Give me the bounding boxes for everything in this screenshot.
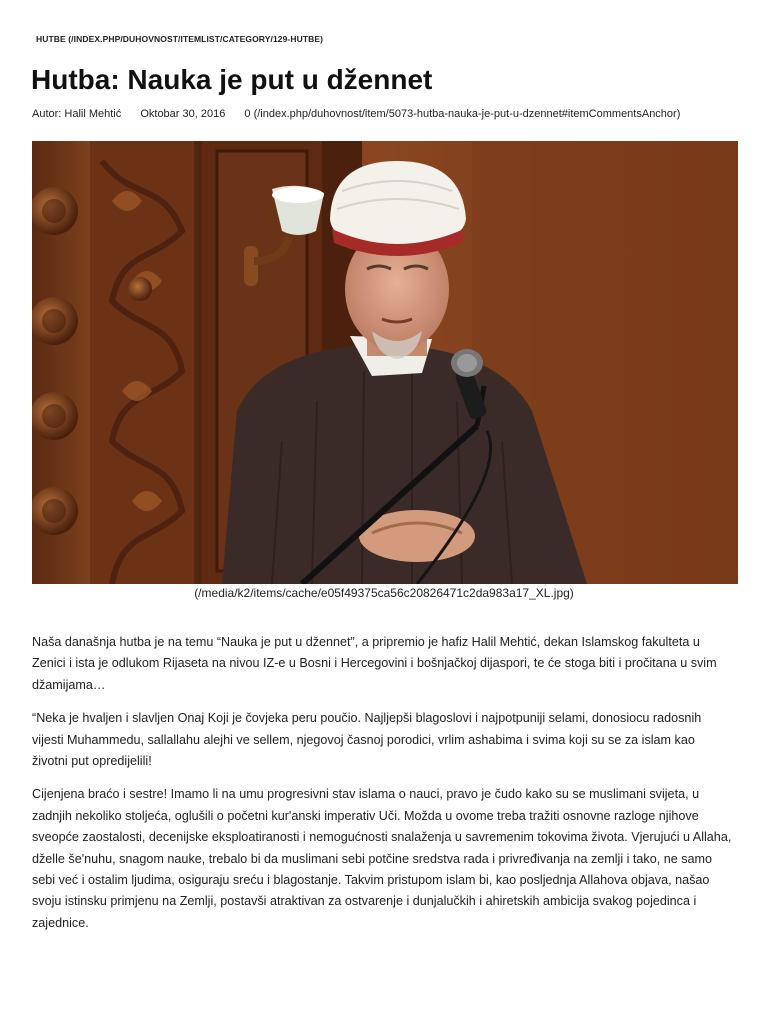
article-photo[interactable]	[32, 141, 738, 584]
image-caption[interactable]: (/media/k2/items/cache/e05f49375ca56c20826471c2da983a17_XL.jpg)	[194, 586, 574, 600]
article-meta	[32, 108, 696, 120]
paragraph: Naša današnja hutba je na temu “Nauka je put u džennet”, a pripremio je hafiz Halil Mehtić, dekan Islamskog fakulteta u Zenici i ista je odlukom Rijaseta na nivou IZ-e u Bosni i Hercegovini i bošnjačkoj dijaspori, te će stoga biti i pročitana u svim džamijama…	[32, 635, 717, 692]
paragraph: Cijenjena braćo i sestre! Imamo li na umu progresivni stav islama o nauci, pravo je čudo kako su se muslimani svijeta, u zadnjih nekoliko stoljeća, oglušili o početni kur'anski imperativ Uči. Možda u ovome treba tražiti osnovne razloge njihove sveopće zaostalosti, decenijske eksploatiranosti i nemogućnosti snalaženja u savremenim tokovima života. Vjerujući u Allaha, dželle še'nuhu, snagom nauke, trebalo bi da muslimani sebi potčine sredstva rada i privređivanja na zemlji i tako, ne samo sebi već i ostalim ljudima, osiguraju sreću i blagostanje. Takvim pristupom islam bi, kao posljednja Allahova objava, našao svoju istinsku primjenu na Zemlji, postavši atraktivan za ostvarenje i dunjalučkih i ahiretskih ambicija svakog pojedinca i zajednice.	[32, 787, 732, 930]
date-label: Oktobar 30, 2016	[140, 108, 226, 120]
paragraph: “Neka je hvaljen i slavljen Onaj Koji je čovjeka peru poučio. Najljepši blagoslovi i najpotpuniji selami, donosiocu radosnih vijesti Muhammedu, sallallahu alejhi ve sellem, njegovoj časnoj porodici, vrlim ashabima i svima koji su se za islam kao životni put opredijelili!	[32, 711, 702, 769]
article-title: Hutba: Nauka je put u džennet	[31, 64, 433, 95]
author-label: Autor: Halil Mehtić	[32, 108, 122, 120]
article-body	[32, 632, 732, 946]
comments-link[interactable]: 0 (/index.php/duhovnost/item/5073-hutba-nauka-je-put-u-dzennet#itemCommentsAnchor)	[244, 108, 681, 120]
photo-illustration	[32, 141, 738, 584]
category-breadcrumb[interactable]: HUTBE (/INDEX.PHP/DUHOVNOST/ITEMLIST/CATEGORY/129-HUTBE)	[36, 34, 324, 44]
